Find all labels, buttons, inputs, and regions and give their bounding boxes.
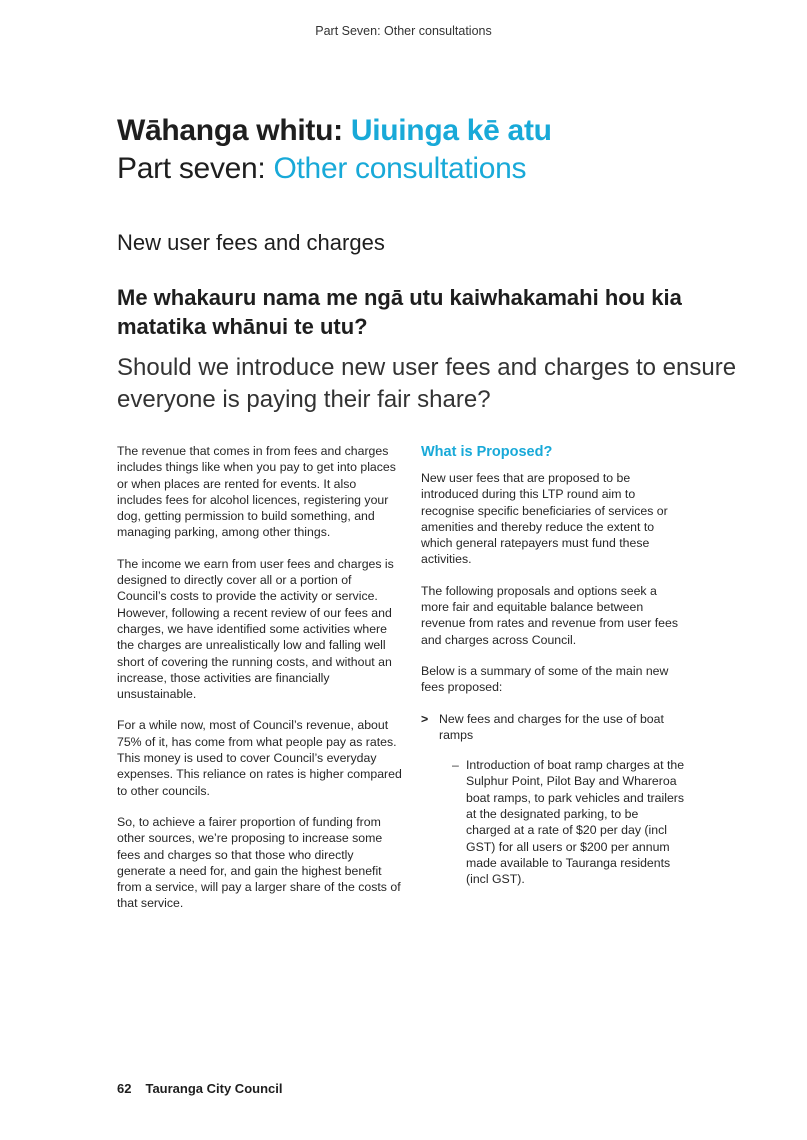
- page-title-english: [117, 150, 757, 188]
- dash-icon: –: [452, 758, 459, 773]
- page-title-block: [117, 112, 757, 188]
- page-title-english-accent: Other consultations: [273, 152, 527, 185]
- sub-bullet-text: Introduction of boat ramp charges at the Sulphur Point, Pilot Bay and Whareroa boat ramps, to park vehicles and trailers at the designated parking, to be charged at a rate of $20 per day (incl GST) for all users or $200 per annum made available to Tauranga residents (incl GST).: [466, 758, 685, 887]
- left-paragraph-3: For a while now, most of Council’s revenue, about 75% of it, has come from what people pay as rates. This money is used to cover Council’s everyday expenses. This reliance on rates is higher compared to other councils.: [117, 718, 402, 798]
- left-paragraph-1: The revenue that comes in from fees and charges includes things like when you pay to get into places or when places are rented for events. It also includes fees for alcohol licences, registering your dog, getting permission to build something, and managing parking, among other things.: [117, 444, 396, 540]
- right-paragraph-3: Below is a summary of some of the main new fees proposed:: [421, 663, 669, 695]
- left-column: [117, 443, 402, 927]
- left-paragraph-4: So, to achieve a fairer proportion of funding from other sources, we’re proposing to increase some fees and charges so that those who directly generate a need for, and gain the highest benefit from a service, will pay a larger share of the costs of that service.: [117, 814, 401, 911]
- right-paragraph-1: New user fees that are proposed to be introduced during this LTP round aim to recognise specific beneficiaries of services or amenities and thereby reduce the extent to which general ratepayers must fund these activities.: [421, 471, 668, 567]
- running-header: Part Seven: Other consultations: [315, 24, 492, 38]
- question-english: Should we introduce new user fees and charges to ensure everyone is paying their fair share?: [117, 354, 737, 413]
- page-title-maori-prefix: Wāhanga whitu:: [117, 114, 351, 147]
- section-heading: New user fees and charges: [117, 230, 385, 255]
- page-title-maori: [117, 112, 757, 150]
- bullet-text: New fees and charges for the use of boat ramps: [439, 711, 664, 742]
- page-title-maori-accent: Uiuinga kē atu: [350, 114, 552, 147]
- right-column: [421, 443, 686, 888]
- bullet-item: [421, 711, 686, 744]
- footer-organisation: Tauranga City Council: [145, 1081, 283, 1096]
- left-paragraph-2: The income we earn from user fees and charges is designed to directly cover all or a portion of Council’s costs to provide the activity or service. However, following a recent review of our fees and charges, we have identified some activities where the charges are unrealistically low and falling well short of covering the running costs, and without an increase, those activities are financially unsustainable.: [117, 556, 394, 702]
- right-paragraph-2: The following proposals and options seek a more fair and equitable balance between revenue from rates and revenue from user fees and charges across Council.: [421, 583, 678, 647]
- chevron-right-icon: >: [421, 711, 429, 726]
- sub-bullet-item: [421, 757, 686, 887]
- page-number: 62: [117, 1081, 132, 1096]
- page-footer: [117, 1081, 282, 1096]
- proposal-heading: What is Proposed?: [421, 444, 553, 460]
- question-maori: Me whakauru nama me ngā utu kaiwhakamahi hou kia matatika whānui te utu?: [117, 285, 682, 339]
- page-title-english-prefix: Part seven:: [117, 152, 274, 185]
